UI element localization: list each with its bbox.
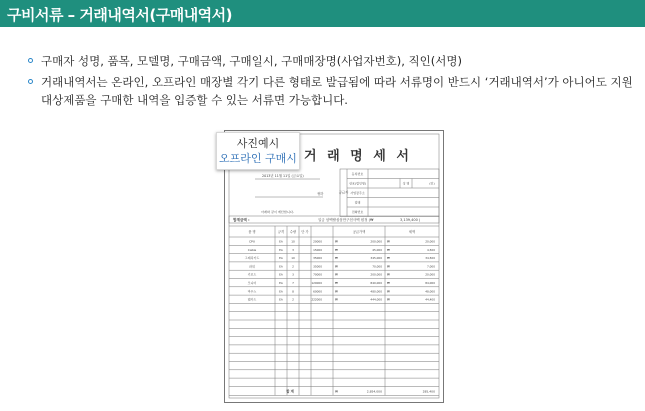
name-label: 성 명 (402, 181, 410, 186)
table-header-cell: 품 명 (248, 230, 256, 234)
invoice-sheet (225, 131, 443, 402)
item-currency: ₩ (335, 281, 338, 285)
item-supply: 200,000 (370, 239, 382, 244)
bullet-text: 구매자 성명, 품목, 모델명, 구매금액, 구매일시, 구매매장명(사업자번호), 직인(서명) (41, 54, 462, 68)
item-tax-currency: ₩ (387, 256, 390, 261)
section-header (0, 0, 645, 27)
item-unit: EA (279, 264, 283, 269)
table-header-cell: 수량 (289, 230, 297, 234)
item-tax-currency: ₩ (387, 247, 390, 252)
total-amount: 3,139,400 ) (400, 218, 421, 222)
item-currency: ₩ (335, 239, 338, 244)
section-title: 구비서류 – 거래내역서(구매내역서) (7, 6, 233, 24)
item-currency: ₩ (335, 289, 338, 294)
item-tax-currency: ₩ (387, 272, 390, 277)
item-name: 모니터 (247, 281, 257, 285)
company-label: 상호(법인명) (349, 181, 366, 186)
item-unit: EA (279, 281, 283, 285)
item-supply: 840,000 (370, 281, 382, 285)
item-qty: 8 (292, 289, 294, 294)
item-name: CPU (248, 239, 256, 244)
item-unit: EA (279, 289, 283, 294)
invoice-title: 거 래 명 세 서 (304, 149, 412, 164)
item-qty: 3 (292, 247, 294, 252)
item-tax: 34,500 (425, 256, 435, 261)
requirement-list (28, 52, 640, 109)
item-tax-currency: ₩ (387, 239, 390, 244)
item-tax: 20,000 (425, 239, 435, 244)
item-supply: 444,000 (370, 297, 382, 302)
badge-title: 사진예시 (236, 137, 280, 150)
item-tax: 7,000 (426, 264, 435, 269)
item-price: 15000 (313, 247, 322, 252)
item-tax-currency: ₩ (387, 281, 390, 285)
bullet-circle-icon (28, 58, 33, 63)
item-tax: 84,000 (425, 281, 435, 285)
total-label: 합계금액 : (233, 218, 250, 222)
item-name: 파워 (249, 264, 255, 269)
item-tax-currency: ₩ (387, 297, 390, 302)
item-name: 그래픽카드 (244, 256, 260, 261)
item-unit: EA (279, 256, 283, 261)
item-currency: ₩ (335, 272, 338, 277)
invoice-document-image (224, 130, 444, 403)
item-tax: 48,000 (425, 289, 435, 294)
item-supply: 70,000 (372, 264, 382, 269)
item-price: 222000 (311, 297, 322, 302)
footer-tax: 285,400 (422, 389, 435, 394)
item-currency: ₩ (335, 264, 338, 269)
item-price: 120000 (311, 281, 322, 285)
bullet-text: 거래내역서는 온라인, 오프라인 매장별 각기 다른 형태로 발급됨에 따라 서류명이 반드시 ‘거래내역서’가 아니어도 지원 대상제품을 구매한 내역을 입증할 수 있는 서류면 가능합니다. (41, 75, 633, 107)
item-supply: 200,000 (370, 272, 382, 277)
item-price: 70000 (313, 272, 322, 277)
item-price: 35000 (313, 256, 322, 261)
item-tax: 20,000 (425, 272, 435, 277)
invoice-inner-border (229, 134, 439, 398)
item-price: 20000 (313, 239, 322, 244)
item-tax-currency: ₩ (387, 289, 390, 294)
type-label: 업태 (354, 200, 361, 205)
item-tax: 44,400 (425, 297, 435, 302)
bullet-circle-icon (28, 79, 33, 84)
item-supply: 480,000 (370, 289, 382, 294)
item-unit: EA (279, 272, 283, 277)
item-name: 마우스 (247, 289, 257, 294)
item-qty: 2 (292, 264, 294, 269)
item-qty: 3 (292, 272, 294, 277)
item-supply: 45,000 (372, 247, 382, 252)
reg-label: 등록번호 (351, 172, 364, 176)
item-qty: 2 (292, 297, 294, 302)
seal-mark: (인) (429, 181, 435, 186)
item-price: 35000 (313, 264, 322, 269)
badge-subtitle: 오프라인 구매시 (219, 152, 297, 165)
item-price: 60000 (313, 289, 322, 294)
item-name: 램카드 (247, 297, 257, 302)
item-name: 키보드 (247, 272, 257, 277)
item-currency: ₩ (335, 256, 338, 261)
invoice-recipient: 귀하 (317, 192, 324, 196)
item-unit: EA (279, 239, 283, 244)
item-qty: 10 (291, 239, 295, 244)
example-badge (216, 132, 300, 170)
table-header-cell: 단 가 (301, 230, 309, 234)
item-currency: ₩ (335, 247, 338, 252)
table-header-cell: 공급가액 (352, 230, 366, 234)
footer-supply: 2,854,000 (366, 389, 382, 394)
total-text: 일금 삼백팔십삼만구천사백 원정 (₩ (318, 218, 374, 222)
item-qty: 7 (292, 281, 294, 285)
item-tax: 4,500 (426, 247, 435, 252)
item-unit: EA (279, 247, 283, 252)
invoice-date: 2013년 11월 11일 (금요일) (262, 174, 304, 178)
footer-currency: ₩ (335, 389, 338, 394)
table-header-cell: 세액 (408, 230, 416, 234)
list-item (28, 73, 640, 109)
item-qty: 10 (291, 256, 295, 261)
item-tax-currency: ₩ (387, 264, 390, 269)
footer-label: 합 계 (286, 389, 294, 394)
address-label: 사업장주소 (350, 191, 365, 195)
item-unit: EA (279, 297, 283, 302)
item-name: Cable (247, 247, 257, 252)
item-currency: ₩ (335, 297, 338, 302)
table-header-cell: 규격 (277, 230, 285, 234)
item-supply: 345,000 (370, 256, 382, 261)
supplier-label: 공급자 (338, 190, 349, 195)
list-item (28, 52, 640, 70)
phone-label: 전화번호 (351, 210, 364, 214)
invoice-note: 아래와 같이 계산합니다. (261, 210, 294, 214)
